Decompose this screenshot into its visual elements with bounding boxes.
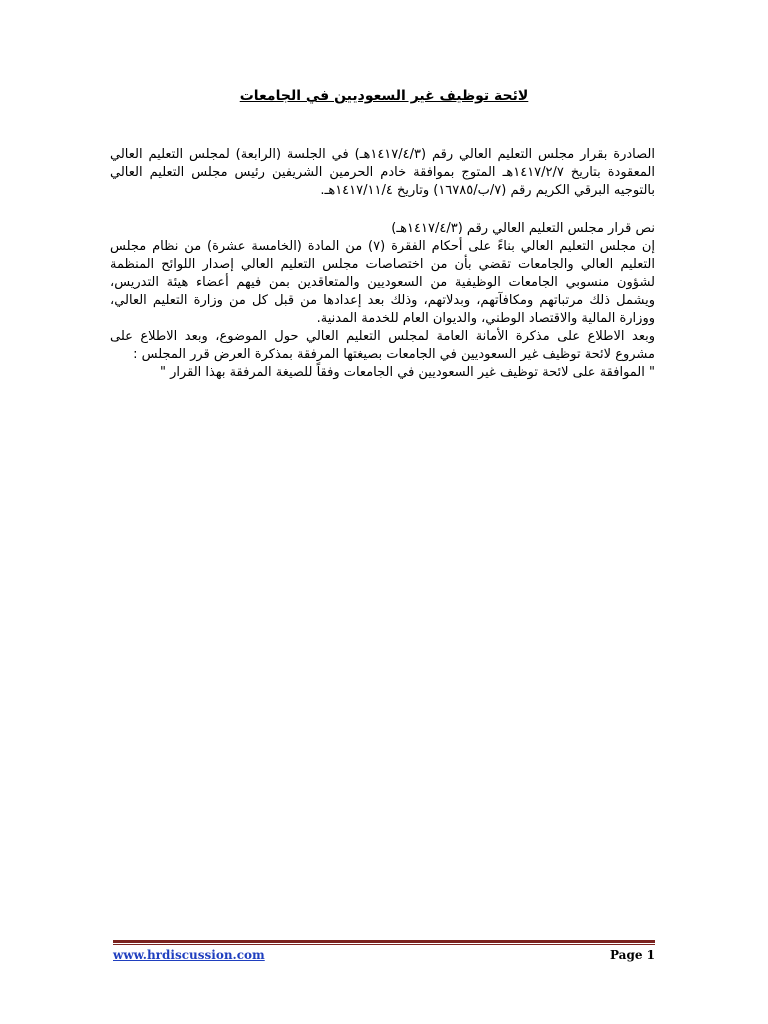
decision-paragraph-2: وبعد الاطلاع على مذكرة الأمانة العامة لمجلس التعليم العالي حول الموضوع، وبعد الاطلاع على مشروع لائحة توظيف غير السعوديين في الجامعات بصيغتها المرفقة بمذكرة العرض قرر المجلس : bbox=[110, 329, 655, 362]
page-number: Page 1 bbox=[609, 948, 655, 962]
intro-block bbox=[110, 146, 655, 200]
decision-quote: " الموافقة على لائحة توظيف غير السعوديين في الجامعات وفقاً للصيغة المرفقة بهذا القرار " bbox=[159, 365, 655, 380]
website-link[interactable]: www.hrdiscussion.com bbox=[113, 948, 265, 962]
decision-heading: نص قرار مجلس التعليم العالي رقم (١٤١٧/٤/٣هـ) bbox=[391, 221, 655, 236]
footer-rule-thin bbox=[113, 944, 655, 945]
intro-paragraph: الصادرة بقرار مجلس التعليم العالي رقم (١٤١٧/٤/٣هـ) في الجلسة (الرابعة) لمجلس التعليم العالي المعقودة بتاريخ ١٤١٧/٢/٧هـ المتوج بموافقة خادم الحرمين الشريفين رئيس مجلس التعليم العالي بالتوجيه البرقي الكريم رقم (٧/ب/١٦٧٨٥) وتاريخ ١٤١٧/١١/٤هـ. bbox=[110, 147, 655, 198]
decision-paragraph-1: إن مجلس التعليم العالي بناءً على أحكام الفقرة (٧) من المادة (الخامسة عشرة) من نظام مجلس التعليم العالي والجامعات تقضي بأن من اختصاصات مجلس التعليم العالي إصدار اللوائح المنظمة لشؤون منسوبي الجامعات الوظيفية من السعوديين والمتعاقدين بمن فيهم أعضاء هيئة التدريس، ويشمل ذلك مرتباتهم ومكافآتهم، وبدلاتهم، وذلك بعد إعدادها من قبل كل من وزارة التعليم العالي، ووزارة المالية والاقتصاد الوطني، والديوان العام للخدمة المدنية. bbox=[110, 239, 656, 326]
footer-rule bbox=[113, 940, 655, 943]
document-title: لائحة توظيف غير السعوديين في الجامعات bbox=[239, 88, 529, 104]
decision-block bbox=[110, 220, 655, 382]
